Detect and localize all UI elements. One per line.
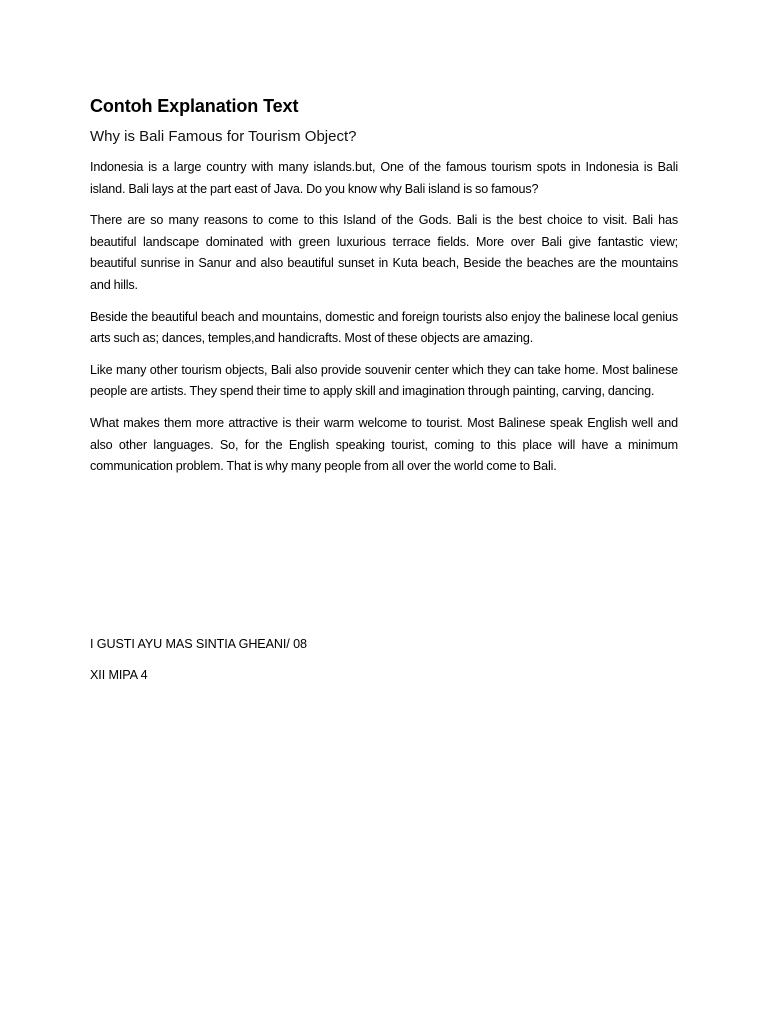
- paragraph-5: What makes them more attractive is their warm welcome to tourist. Most Balinese speak English well and also other languages. So, for the English speaking tourist, coming to this place will have a minimum communication problem. That is why many people from all over the world come to Bali.: [90, 415, 678, 474]
- author-name: I GUSTI AYU MAS SINTIA GHEANI/ 08: [90, 637, 307, 651]
- paragraph-2: There are so many reasons to come to this Island of the Gods. Bali is the best choice to visit. Bali has beautiful landscape dominated with green luxurious terrace fields. More over Bali give fantastic view; beautiful sunrise in Sanur and also beautiful sunset in Kuta beach, Beside the beaches are the mountains and hills.: [90, 213, 678, 292]
- paragraph-1: Indonesia is a large country with many islands.but, One of the famous tourism spots in Indonesia is Bali island. Bali lays at the part east of Java. Do you know why Bali island is so famous?: [90, 160, 678, 196]
- document-subtitle: Why is Bali Famous for Tourism Object?: [90, 128, 357, 145]
- document-body: [90, 94, 678, 488]
- author-class: XII MIPA 4: [90, 668, 148, 682]
- author-block: [90, 634, 678, 696]
- paragraph-4: Like many other tourism objects, Bali also provide souvenir center which they can take home. Most balinese people are artists. They spend their time to apply skill and imagination through painting, carving, dancing.: [90, 362, 678, 399]
- paragraph-3: Beside the beautiful beach and mountains, domestic and foreign tourists also enjoy the balinese local genius arts such as; dances, temples,and handicrafts. Most of these objects are amazing.: [90, 309, 678, 346]
- document-title: Contoh Explanation Text: [90, 96, 299, 116]
